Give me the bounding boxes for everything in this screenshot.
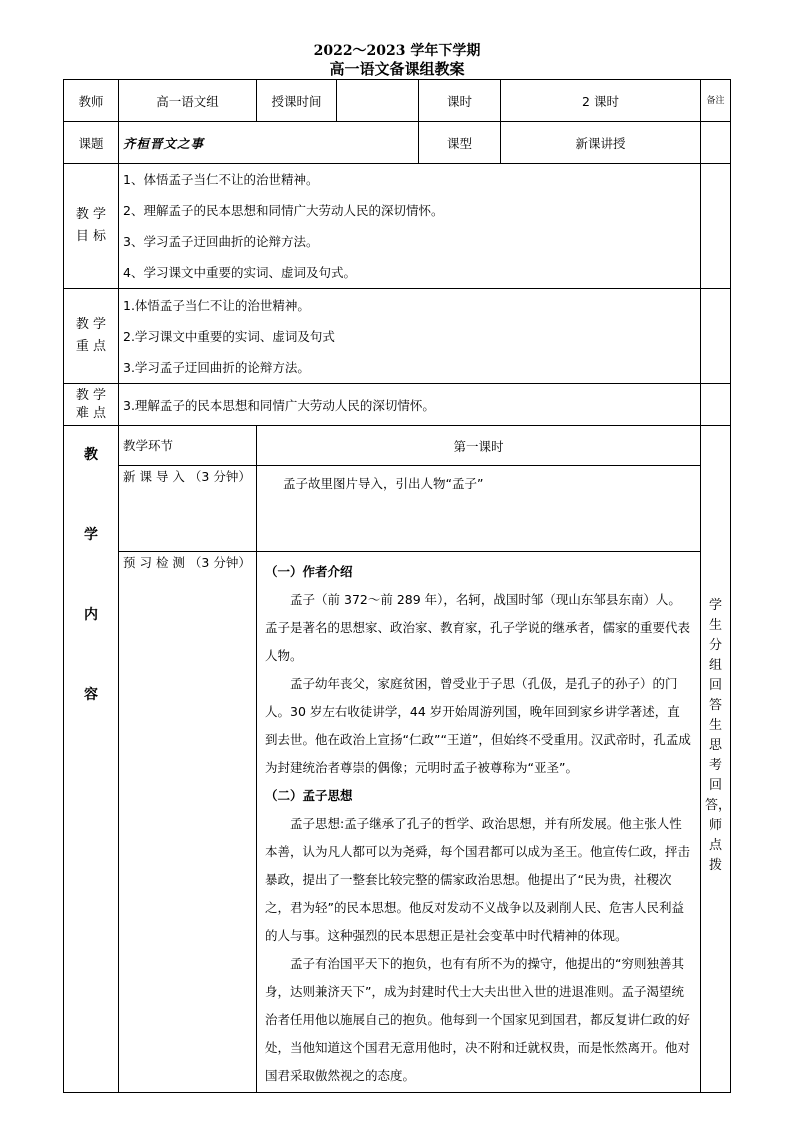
objectives-label: 教 学 目 标 — [64, 164, 119, 289]
teacher-value: 高一语文组 — [119, 80, 257, 122]
content-header-row — [64, 426, 731, 466]
preview-stage: 预 习 检 测 （3 分钟） — [119, 552, 257, 1093]
intro-stage: 新 课 导 入 （3 分钟） — [119, 466, 257, 552]
section-title: （一）作者介绍 — [265, 564, 353, 579]
objective-item: 4、学习课文中重要的实词、虚词及句式。 — [123, 265, 356, 280]
lesson-plan-table — [63, 79, 731, 1093]
document-title-line1: 2022～2023 学年下学期 — [313, 43, 481, 59]
preview-content — [257, 552, 701, 1093]
paragraph: 孟子有治国平天下的抱负，也有有所不为的操守，他提出的“穷则独善其身，达则兼济天下”，成为封建时代士大夫出世入世的进退准则。孟子渴望统治者任用他以施展自己的抱负。他每到一个国家见到国君，都反复讲仁政的好处，当他知道这个国君无意用他时，决不附和迁就权贵，而是怅然离开。他对国君采取傲然视之的态度。 — [265, 956, 691, 1083]
intro-text: 孟子故里图片导入，引出人物“孟子” — [283, 476, 484, 491]
stage-header: 教学环节 — [119, 426, 257, 466]
objectives-row — [64, 164, 731, 289]
keypoint-item: 3.学习孟子迂回曲折的论辩方法。 — [123, 359, 310, 375]
teacher-notes: 学生分组回答 生思考回答，师点拨 — [701, 426, 731, 1093]
side-char: 容 — [84, 687, 98, 703]
keypoint-item: 2.学习课文中重要的实词、虚词及句式 — [123, 328, 335, 344]
teacher-label: 教师 — [64, 80, 119, 122]
keypoints-list — [119, 289, 701, 384]
time-value — [337, 80, 419, 122]
header-row — [64, 80, 731, 122]
topic-value: 齐桓晋文之事 — [119, 122, 419, 164]
document-title-line2: 高一语文备课组教案 — [329, 60, 465, 78]
type-value: 新课讲授 — [501, 122, 701, 164]
lesson-header: 第一课时 — [257, 426, 701, 466]
objectives-list — [119, 164, 701, 289]
side-char: 内 — [84, 607, 98, 623]
keypoints-row — [64, 289, 731, 384]
paragraph: 孟子（前 372～前 289 年），名轲，战国时邹（现山东邹县东南）人。孟子是著名的思想家、政治家、教育家，孔子学说的继承者，儒家的重要代表人物。 — [265, 592, 691, 663]
period-label: 课时 — [419, 80, 501, 122]
section-title: （二）孟子思想 — [265, 788, 353, 803]
preview-row — [64, 552, 731, 1093]
objective-item: 1、体悟孟子当仁不让的治世精神。 — [123, 172, 319, 187]
keypoints-label: 教 学 重 点 — [64, 289, 119, 384]
difficulty-row — [64, 384, 731, 426]
paragraph: 孟子幼年丧父，家庭贫困，曾受业于子思（孔伋，是孔子的孙子）的门人。30 岁左右收徒讲学，44 岁开始周游列国，晚年回到家乡讲学著述，直到去世。他在政治上宣扬“仁政”“王道”，但始终不受重用。汉武帝时，孔孟成为封建统治者尊崇的偶像；元明时孟子被尊称为“亚圣”。 — [265, 676, 691, 775]
difficulty-item: 3.理解孟子的民本思想和同情广大劳动人民的深切情怀。 — [119, 384, 701, 426]
type-label: 课型 — [419, 122, 501, 164]
topic-label: 课题 — [64, 122, 119, 164]
side-char: 学 — [84, 527, 98, 543]
objective-item: 3、学习孟子迂回曲折的论辩方法。 — [123, 234, 319, 249]
objective-item: 2、理解孟子的民本思想和同情广大劳动人民的深切情怀。 — [123, 203, 444, 218]
keypoint-item: 1.体悟孟子当仁不让的治世精神。 — [123, 297, 310, 313]
topic-row — [64, 122, 731, 164]
period-value: 2 课时 — [501, 80, 701, 122]
remark-label: 备注 — [701, 80, 731, 122]
content-side-label — [64, 426, 119, 1093]
paragraph: 孟子思想:孟子继承了孔子的哲学、政治思想，并有所发展。他主张人性本善，认为凡人都可以为尧舜，每个国君都可以成为圣王。他宣传仁政，抨击暴政，提出了一整套比较完整的儒家政治思想。他提出了“民为贵，社稷次之，君为轻”的民本思想。他反对发动不义战争以及剥削人民、危害人民利益的人与事。这种强烈的民本思想正是社会变革中时代精神的体现。 — [265, 816, 691, 943]
side-char: 教 — [84, 447, 98, 463]
intro-row — [64, 466, 731, 552]
time-label: 授课时间 — [257, 80, 337, 122]
difficulty-label: 教 学 难 点 — [64, 384, 119, 426]
